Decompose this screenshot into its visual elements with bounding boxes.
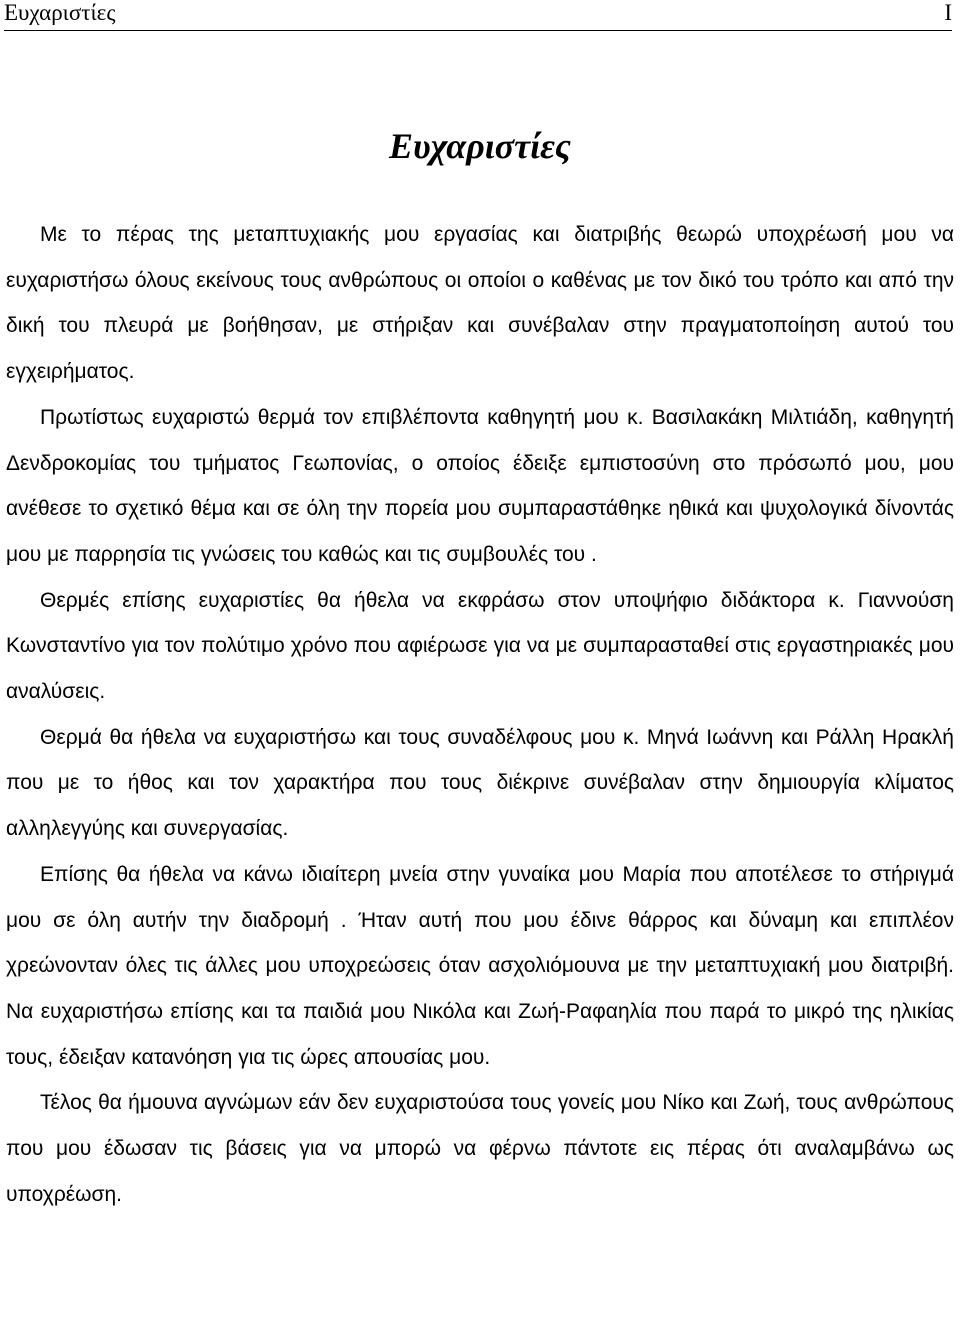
paragraph: Με το πέρας της μεταπτυχιακής μου εργασίας και διατριβής θεωρώ υποχρέωσή μου να ευχαριστήσω όλους εκείνους τους ανθρώπους οι οποίοι ο καθένας με τον δικό του τρόπο και από την δική του πλευρά με βοήθησαν, με στήριξαν και συνέβαλαν στην πραγματοποίηση αυτού του εγχειρήματος. (6, 223, 954, 384)
paragraph: Θερμά θα ήθελα να ευχαριστήσω και τους συναδέλφους μου κ. Μηνά Ιωάννη και Ράλλη Ηρακλή που με το ήθος και τον χαρακτήρα που τους διέκρινε συνέβαλαν στην δημιουργία κλίματος αλληλεγγύης και συνεργασίας. (6, 725, 954, 841)
header-section-title: Ευχαριστίες (4, 0, 116, 25)
page-title: Ευχαριστίες (389, 126, 571, 166)
paragraph: Επίσης θα ήθελα να κάνω ιδιαίτερη μνεία στην γυναίκα μου Μαρία που αποτέλεσε το στήριγμά μου σε όλη αυτήν την διαδρομή . Ήταν αυτή που μου έδινε θάρρος και δύναμη και επιπλέον χρεώνονταν όλες τις άλλες μου υποχρεώσεις όταν ασχολιόμουνα με την μεταπτυχιακή μου διατριβή. Να ευχαριστήσω επίσης και τα παιδιά μου Νικόλα και Ζωή-Ραφαηλία που παρά το μικρό της ηλικίας τους, έδειξαν κατανόηση για τις ώρες απουσίας μου. (6, 862, 954, 1069)
header-page-number: I (944, 0, 952, 25)
paragraph: Πρωτίστως ευχαριστώ θερμά τον επιβλέποντα καθηγητή μου κ. Βασιλακάκη Μιλτιάδη, καθηγητή Δενδροκομίας του τμήματος Γεωπονίας, ο οποίος έδειξε εμπιστοσύνη στο πρόσωπό μου, μου ανέθεσε το σχετικό θέμα και σε όλη την πορεία μου συμπαραστάθηκε ηθικά και ψυχολογικά δίνοντάς μου με παρρησία τις γνώσεις του καθώς και τις συμβουλές του . (6, 405, 954, 566)
page-header (4, 0, 952, 31)
paragraph: Τέλος θα ήμουνα αγνώμων εάν δεν ευχαριστούσα τους γονείς μου Νίκο και Ζωή, τους ανθρώπους που μου έδωσαν τις βάσεις για να μπορώ να φέρνω πάντοτε εις πέρας ότι αναλαμβάνω ως υποχρέωση. (6, 1091, 954, 1206)
acknowledgements-body (6, 212, 954, 1217)
paragraph: Θερμές επίσης ευχαριστίες θα ήθελα να εκφράσω στον υποψήφιο διδάκτορα κ. Γιαννούση Κωνσταντίνο για τον πολύτιμο χρόνο που αφιέρωσε για να με συμπαρασταθεί στις εργαστηριακές μου αναλύσεις. (6, 588, 954, 704)
